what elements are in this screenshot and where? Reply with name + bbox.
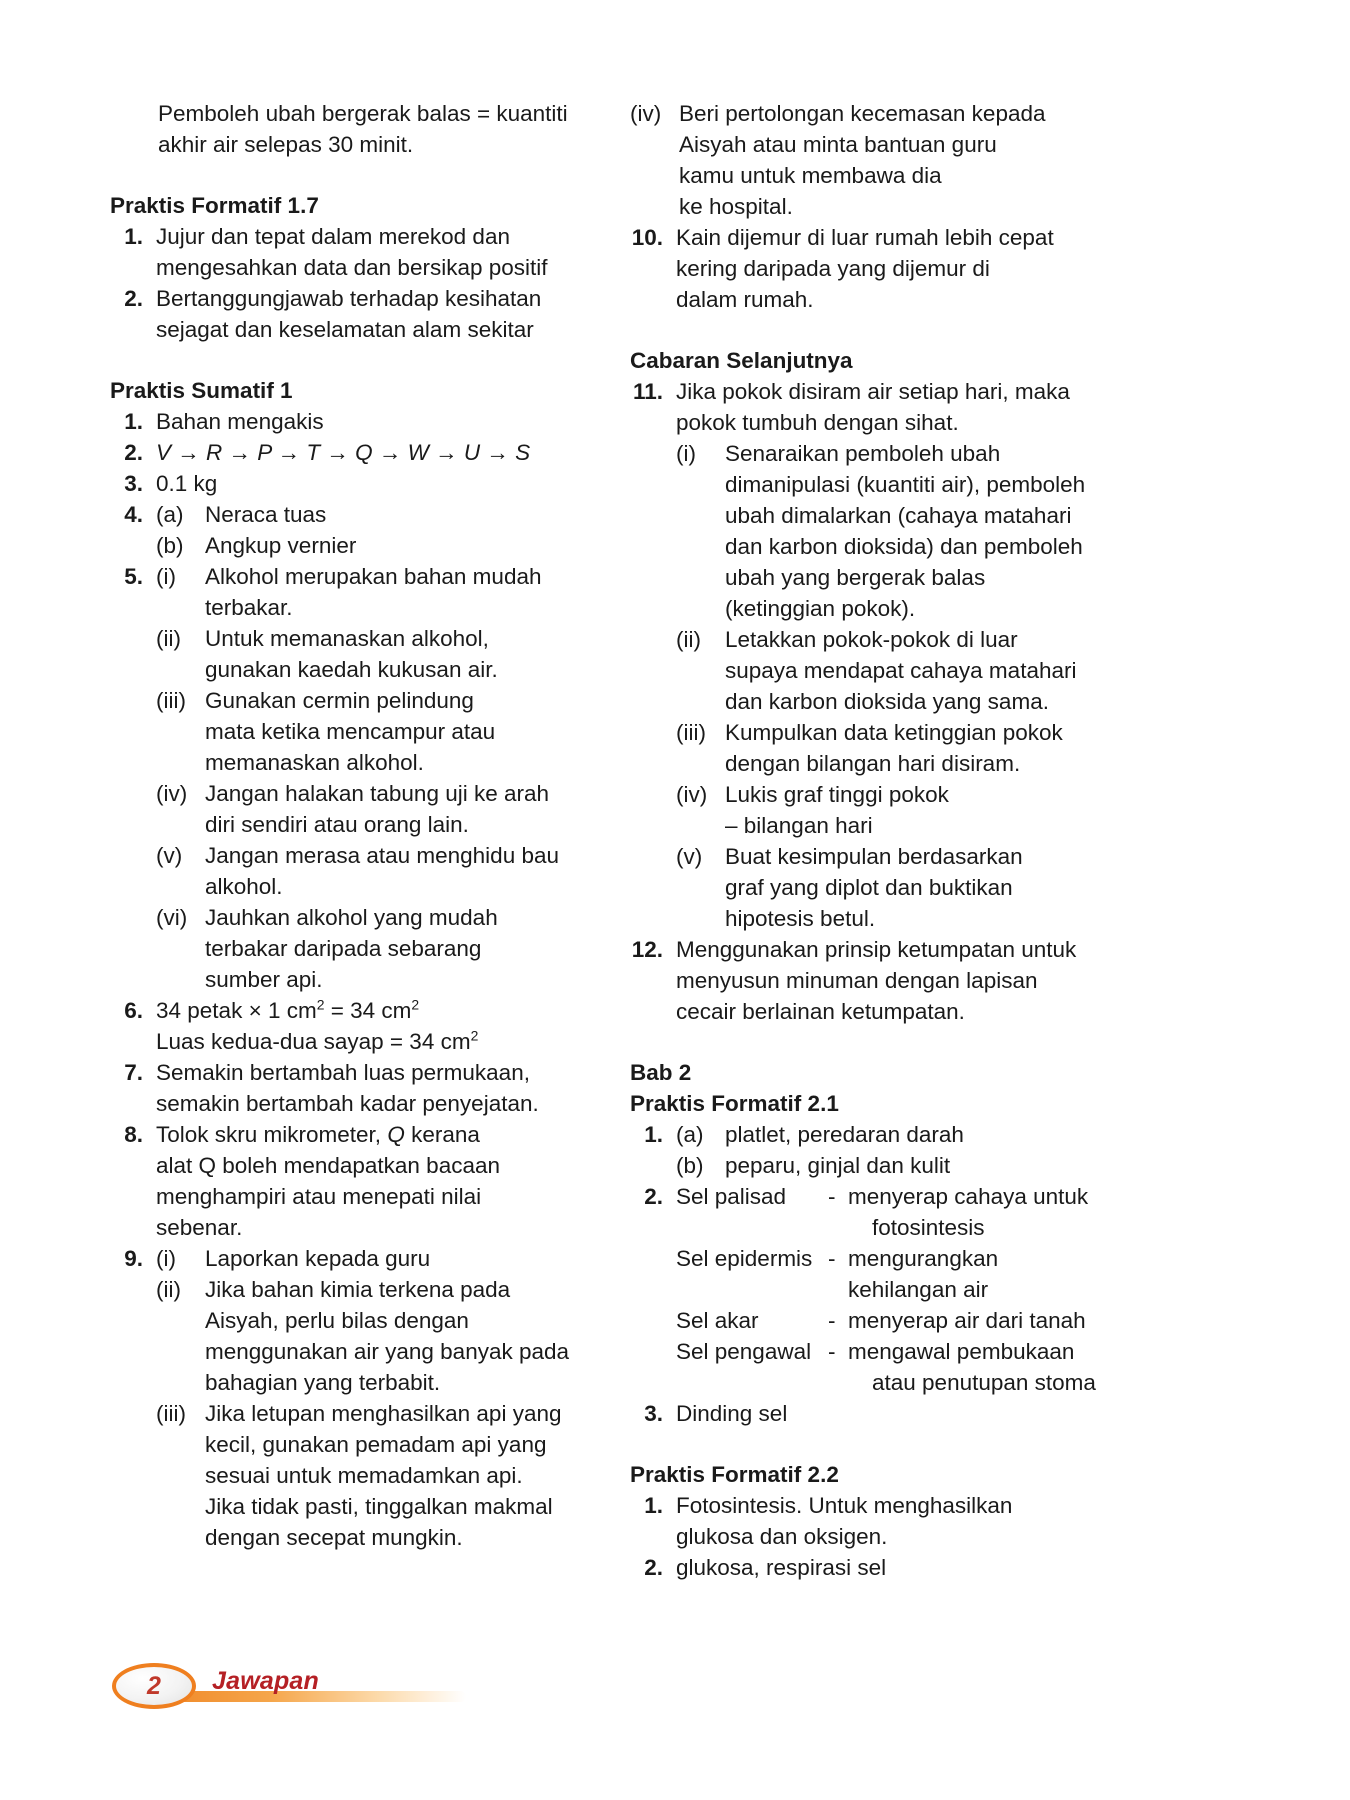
cell-function bbox=[848, 1243, 1100, 1305]
text-line: Jujur dan tepat dalam merekod dan bbox=[156, 224, 510, 249]
text-line: Gunakan cermin pelindung bbox=[205, 688, 474, 713]
cell-name: Sel palisad bbox=[676, 1184, 787, 1209]
item-number: 8. bbox=[124, 1122, 143, 1147]
list-item bbox=[110, 561, 580, 623]
list-subitem bbox=[630, 1150, 1100, 1181]
item-number: 1. bbox=[644, 1122, 663, 1147]
list-item bbox=[110, 468, 580, 499]
cell-name: Sel akar bbox=[676, 1308, 759, 1333]
footer-label: Jawapan bbox=[212, 1667, 320, 1695]
item-text bbox=[156, 283, 580, 345]
cell-function bbox=[848, 1181, 1100, 1243]
text-line: dan karbon dioksida) dan pemboleh bbox=[725, 534, 1083, 559]
sub-item-text bbox=[725, 717, 1100, 779]
text-line: semakin bertambah kadar penyejatan. bbox=[156, 1091, 539, 1116]
sub-item-text bbox=[205, 1398, 580, 1553]
two-column-body bbox=[110, 98, 1240, 1583]
text-line: kering daripada yang dijemur di bbox=[676, 256, 990, 281]
list-item bbox=[110, 221, 580, 283]
left-column bbox=[110, 98, 580, 1583]
list-subitem bbox=[110, 530, 580, 561]
text-line: memanaskan alkohol. bbox=[205, 750, 424, 775]
text-line: Aisyah, perlu bilas dengan bbox=[205, 1308, 469, 1333]
text-line: terbakar daripada sebarang bbox=[205, 936, 482, 961]
intro-line-1: Pemboleh ubah bergerak balas = kuantiti bbox=[158, 101, 568, 126]
sub-item-text bbox=[679, 98, 1100, 222]
sub-item-marker: (a) bbox=[156, 502, 184, 527]
q6-line2: Luas kedua-dua sayap = 34 cm bbox=[156, 1029, 471, 1054]
list-subitem bbox=[630, 779, 1100, 841]
text-line: ubah yang bergerak balas bbox=[725, 565, 986, 590]
text-line bbox=[156, 1119, 580, 1150]
item-number: 2. bbox=[644, 1184, 663, 1209]
item-text: glukosa, respirasi sel bbox=[676, 1555, 887, 1580]
text-line: menghampiri atau menepati nilai bbox=[156, 1184, 482, 1209]
text-line: mengesahkan data dan bersikap positif bbox=[156, 255, 548, 280]
text-line: bahagian yang terbabit. bbox=[205, 1370, 441, 1395]
item-number: 12. bbox=[631, 937, 663, 962]
text-line: sebenar. bbox=[156, 1215, 243, 1240]
section-heading-cabaran-selanjutnya: Cabaran Selanjutnya bbox=[630, 348, 853, 373]
list-subitem bbox=[630, 438, 1100, 624]
text-line: menyusun minuman dengan lapisan bbox=[676, 968, 1038, 993]
text-line: Jika pokok disiram air setiap hari, maka bbox=[676, 379, 1070, 404]
item-number: 1. bbox=[644, 1493, 663, 1518]
item-text bbox=[676, 1490, 1100, 1552]
text-line: Jika bahan kimia terkena pada bbox=[205, 1277, 511, 1302]
section-heading-praktis-formatif-1-7: Praktis Formatif 1.7 bbox=[110, 193, 319, 218]
text-line: diri sendiri atau orang lain. bbox=[205, 812, 469, 837]
section-heading-praktis-sumatif-1: Praktis Sumatif 1 bbox=[110, 378, 293, 403]
list-item bbox=[110, 437, 580, 468]
text-line: (ketinggian pokok). bbox=[725, 596, 916, 621]
list-subitem bbox=[110, 840, 580, 902]
sub-item-marker: (i) bbox=[676, 441, 696, 466]
text-line: Kain dijemur di luar rumah lebih cepat bbox=[676, 225, 1054, 250]
item-number: 3. bbox=[124, 471, 143, 496]
text-line: mengurangkan bbox=[848, 1246, 999, 1271]
sub-item-text bbox=[205, 840, 580, 902]
spacer bbox=[630, 315, 1100, 345]
superscript: 2 bbox=[316, 996, 325, 1013]
cell-function bbox=[848, 1305, 1100, 1336]
text-line: menggunakan air yang banyak pada bbox=[205, 1339, 570, 1364]
list-subitem bbox=[630, 98, 1100, 222]
text-line: Semakin bertambah luas permukaan, bbox=[156, 1060, 530, 1085]
list-item bbox=[630, 1552, 1100, 1583]
list-subitem bbox=[630, 624, 1100, 717]
list-item bbox=[630, 222, 1100, 315]
text-line: Alkohol merupakan bahan mudah bbox=[205, 564, 542, 589]
list-subitem bbox=[110, 902, 580, 995]
text-line: Buat kesimpulan berdasarkan bbox=[725, 844, 1023, 869]
q8-pre: Tolok skru mikrometer, bbox=[156, 1122, 388, 1147]
sub-item-marker: (i) bbox=[156, 564, 176, 589]
item-number: 7. bbox=[124, 1060, 143, 1085]
sub-item-marker: (ii) bbox=[156, 626, 181, 651]
text-line: Aisyah atau minta bantuan guru bbox=[679, 132, 997, 157]
spacer bbox=[630, 1027, 1100, 1057]
sub-item-marker: (i) bbox=[156, 1246, 176, 1271]
intro-paragraph bbox=[110, 98, 580, 160]
sub-item-marker: (v) bbox=[156, 843, 183, 868]
item-number: 2. bbox=[124, 440, 143, 465]
sub-item-text bbox=[725, 779, 1100, 841]
text-line: Untuk memanaskan alkohol, bbox=[205, 626, 489, 651]
cell-function bbox=[848, 1336, 1100, 1398]
list-subitem bbox=[110, 1398, 580, 1553]
dash-separator: - bbox=[828, 1246, 836, 1271]
sub-item-marker: (iv) bbox=[630, 101, 662, 126]
sub-item-marker: (vi) bbox=[156, 905, 188, 930]
sub-item-marker: (v) bbox=[676, 844, 703, 869]
list-item bbox=[630, 934, 1100, 1027]
list-item bbox=[110, 1057, 580, 1119]
cell-function-table bbox=[676, 1181, 1100, 1398]
sub-item-text: Angkup vernier bbox=[205, 533, 357, 558]
text-line: dan karbon dioksida yang sama. bbox=[725, 689, 1049, 714]
text-line: graf yang diplot dan buktikan bbox=[725, 875, 1013, 900]
text-line: Menggunakan prinsip ketumpatan untuk bbox=[676, 937, 1077, 962]
dash-separator: - bbox=[828, 1339, 836, 1364]
item-number: 2. bbox=[644, 1555, 663, 1580]
item-text bbox=[156, 995, 580, 1057]
item-number: 10. bbox=[631, 225, 663, 250]
list-item bbox=[630, 1490, 1100, 1552]
sub-item-marker: (iii) bbox=[156, 1401, 186, 1426]
item-text bbox=[156, 221, 580, 283]
intro-line-2: akhir air selepas 30 minit. bbox=[158, 132, 414, 157]
list-subitem bbox=[110, 623, 580, 685]
sub-item-marker: (b) bbox=[676, 1153, 704, 1178]
text-line: Jauhkan alkohol yang mudah bbox=[205, 905, 498, 930]
text-line: kecil, gunakan pemadam api yang bbox=[205, 1432, 547, 1457]
spacer bbox=[110, 160, 580, 190]
text-line: terbakar. bbox=[205, 595, 293, 620]
item-number: 2. bbox=[124, 286, 143, 311]
item-number: 4. bbox=[124, 502, 143, 527]
text-line: alkohol. bbox=[205, 874, 283, 899]
text-line bbox=[156, 1026, 580, 1057]
table-row bbox=[676, 1181, 1100, 1243]
q6-pre: 34 petak × 1 cm bbox=[156, 998, 317, 1023]
sub-item-text bbox=[725, 438, 1100, 624]
text-line: supaya mendapat cahaya matahari bbox=[725, 658, 1077, 683]
q8-post: kerana bbox=[404, 1122, 480, 1147]
text-line: hipotesis betul. bbox=[725, 906, 876, 931]
text-line: Fotosintesis. Untuk menghasilkan bbox=[676, 1493, 1013, 1518]
text-line: menyerap cahaya untuk bbox=[848, 1184, 1089, 1209]
page-footer bbox=[112, 1655, 532, 1725]
table-row bbox=[676, 1305, 1100, 1336]
text-line: kehilangan air bbox=[848, 1277, 989, 1302]
text-line: menyerap air dari tanah bbox=[848, 1308, 1086, 1333]
item-number: 5. bbox=[124, 564, 143, 589]
right-column bbox=[630, 98, 1100, 1583]
item-text: Dinding sel bbox=[676, 1401, 788, 1426]
list-subitem bbox=[630, 717, 1100, 779]
item-text bbox=[156, 1119, 580, 1243]
text-line: Kumpulkan data ketinggian pokok bbox=[725, 720, 1063, 745]
list-item bbox=[110, 283, 580, 345]
sub-item-marker: (iv) bbox=[676, 782, 708, 807]
text-line: Beri pertolongan kecemasan kepada bbox=[679, 101, 1046, 126]
text-line: Jangan merasa atau menghidu bau bbox=[205, 843, 560, 868]
text-line bbox=[156, 995, 580, 1026]
sub-item-marker: (iii) bbox=[676, 720, 706, 745]
sub-item-text bbox=[205, 902, 580, 995]
text-line: Jika tidak pasti, tinggalkan makmal bbox=[205, 1494, 553, 1519]
list-item bbox=[630, 1181, 1100, 1398]
list-subitem bbox=[110, 685, 580, 778]
section-heading-praktis-formatif-2-2: Praktis Formatif 2.2 bbox=[630, 1462, 839, 1487]
list-subitem bbox=[110, 1274, 580, 1398]
item-text: 0.1 kg bbox=[156, 471, 218, 496]
q8-variable: Q bbox=[387, 1122, 405, 1147]
dash-separator: - bbox=[828, 1308, 836, 1333]
spacer bbox=[630, 1429, 1100, 1459]
text-line: ubah dimalarkan (cahaya matahari bbox=[725, 503, 1072, 528]
text-line: Bertanggungjawab terhadap kesihatan bbox=[156, 286, 542, 311]
list-item bbox=[110, 1119, 580, 1243]
text-line: Letakkan pokok-pokok di luar bbox=[725, 627, 1018, 652]
text-line: dengan secepat mungkin. bbox=[205, 1525, 463, 1550]
list-item bbox=[630, 376, 1100, 438]
text-line: pokok tumbuh dengan sihat. bbox=[676, 410, 959, 435]
text-line: sesuai untuk memadamkan api. bbox=[205, 1463, 523, 1488]
text-line: kamu untuk membawa dia bbox=[679, 163, 942, 188]
text-line: sumber api. bbox=[205, 967, 323, 992]
cell-name: Sel pengawal bbox=[676, 1339, 812, 1364]
table-row bbox=[676, 1336, 1100, 1398]
item-number: 9. bbox=[124, 1246, 143, 1271]
sub-item-text bbox=[205, 1274, 580, 1398]
text-line: dalam rumah. bbox=[676, 287, 814, 312]
item-text bbox=[676, 934, 1100, 1027]
text-line: mata ketika mencampur atau bbox=[205, 719, 496, 744]
sub-item-marker: (ii) bbox=[156, 1277, 181, 1302]
text-line: ke hospital. bbox=[679, 194, 793, 219]
text-line: dengan bilangan hari disiram. bbox=[725, 751, 1021, 776]
text-line: atau penutupan stoma bbox=[872, 1370, 1096, 1395]
table-row bbox=[676, 1243, 1100, 1305]
sub-item-marker: (b) bbox=[156, 533, 184, 558]
item-text bbox=[156, 1057, 580, 1119]
sub-item-marker: (iv) bbox=[156, 781, 188, 806]
sub-item-text bbox=[725, 624, 1100, 717]
text-line: Senaraikan pemboleh ubah bbox=[725, 441, 1001, 466]
dash-separator: - bbox=[828, 1184, 836, 1209]
item-text: Bahan mengakis bbox=[156, 409, 324, 434]
q6-mid: = 34 cm bbox=[324, 998, 412, 1023]
sub-item-marker: (iii) bbox=[156, 688, 186, 713]
superscript: 2 bbox=[411, 996, 420, 1013]
sub-item-marker: (ii) bbox=[676, 627, 701, 652]
sub-item-text: Neraca tuas bbox=[205, 502, 327, 527]
list-item bbox=[630, 1398, 1100, 1429]
page-number: 2 bbox=[147, 1672, 161, 1700]
sub-item-text bbox=[205, 561, 580, 623]
superscript: 2 bbox=[470, 1027, 479, 1044]
chapter-heading-bab-2: Bab 2 bbox=[630, 1060, 692, 1085]
text-line: alat Q boleh mendapatkan bacaan bbox=[156, 1153, 501, 1178]
item-number: 11. bbox=[632, 379, 663, 404]
sub-item-text bbox=[205, 778, 580, 840]
sub-item-text: peparu, ginjal dan kulit bbox=[725, 1153, 951, 1178]
text-line: sejagat dan keselamatan alam sekitar bbox=[156, 317, 534, 342]
list-item bbox=[110, 995, 580, 1057]
item-text bbox=[676, 376, 1100, 438]
text-line: cecair berlainan ketumpatan. bbox=[676, 999, 965, 1024]
item-number: 1. bbox=[124, 409, 143, 434]
text-line: mengawal pembukaan bbox=[848, 1339, 1075, 1364]
item-text bbox=[676, 222, 1100, 315]
list-subitem bbox=[630, 841, 1100, 934]
sub-item-text bbox=[725, 841, 1100, 934]
sub-item-text bbox=[205, 685, 580, 778]
text-line: glukosa dan oksigen. bbox=[676, 1524, 888, 1549]
text-line: Jangan halakan tabung uji ke arah bbox=[205, 781, 550, 806]
list-item bbox=[110, 406, 580, 437]
section-heading-praktis-formatif-2-1: Praktis Formatif 2.1 bbox=[630, 1091, 839, 1116]
item-text-sequence: V → R → P → T → Q → W → U → S bbox=[156, 440, 531, 465]
text-line: gunakan kaedah kukusan air. bbox=[205, 657, 498, 682]
sub-item-text: platlet, peredaran darah bbox=[725, 1122, 964, 1147]
cell-name: Sel epidermis bbox=[676, 1246, 813, 1271]
text-line: dimanipulasi (kuantiti air), pemboleh bbox=[725, 472, 1086, 497]
sub-item-marker: (a) bbox=[676, 1122, 704, 1147]
text-line: – bilangan hari bbox=[725, 813, 873, 838]
list-subitem bbox=[110, 778, 580, 840]
item-number: 1. bbox=[124, 224, 143, 249]
text-line: fotosintesis bbox=[872, 1215, 985, 1240]
item-number: 3. bbox=[644, 1401, 663, 1426]
spacer bbox=[110, 345, 580, 375]
list-item bbox=[110, 1243, 580, 1274]
list-item bbox=[630, 1119, 1100, 1150]
sub-item-text bbox=[205, 623, 580, 685]
list-item bbox=[110, 499, 580, 530]
sub-item-text: Laporkan kepada guru bbox=[205, 1246, 431, 1271]
item-number: 6. bbox=[124, 998, 143, 1023]
text-line: Lukis graf tinggi pokok bbox=[725, 782, 949, 807]
text-line: Jika letupan menghasilkan api yang bbox=[205, 1401, 562, 1426]
